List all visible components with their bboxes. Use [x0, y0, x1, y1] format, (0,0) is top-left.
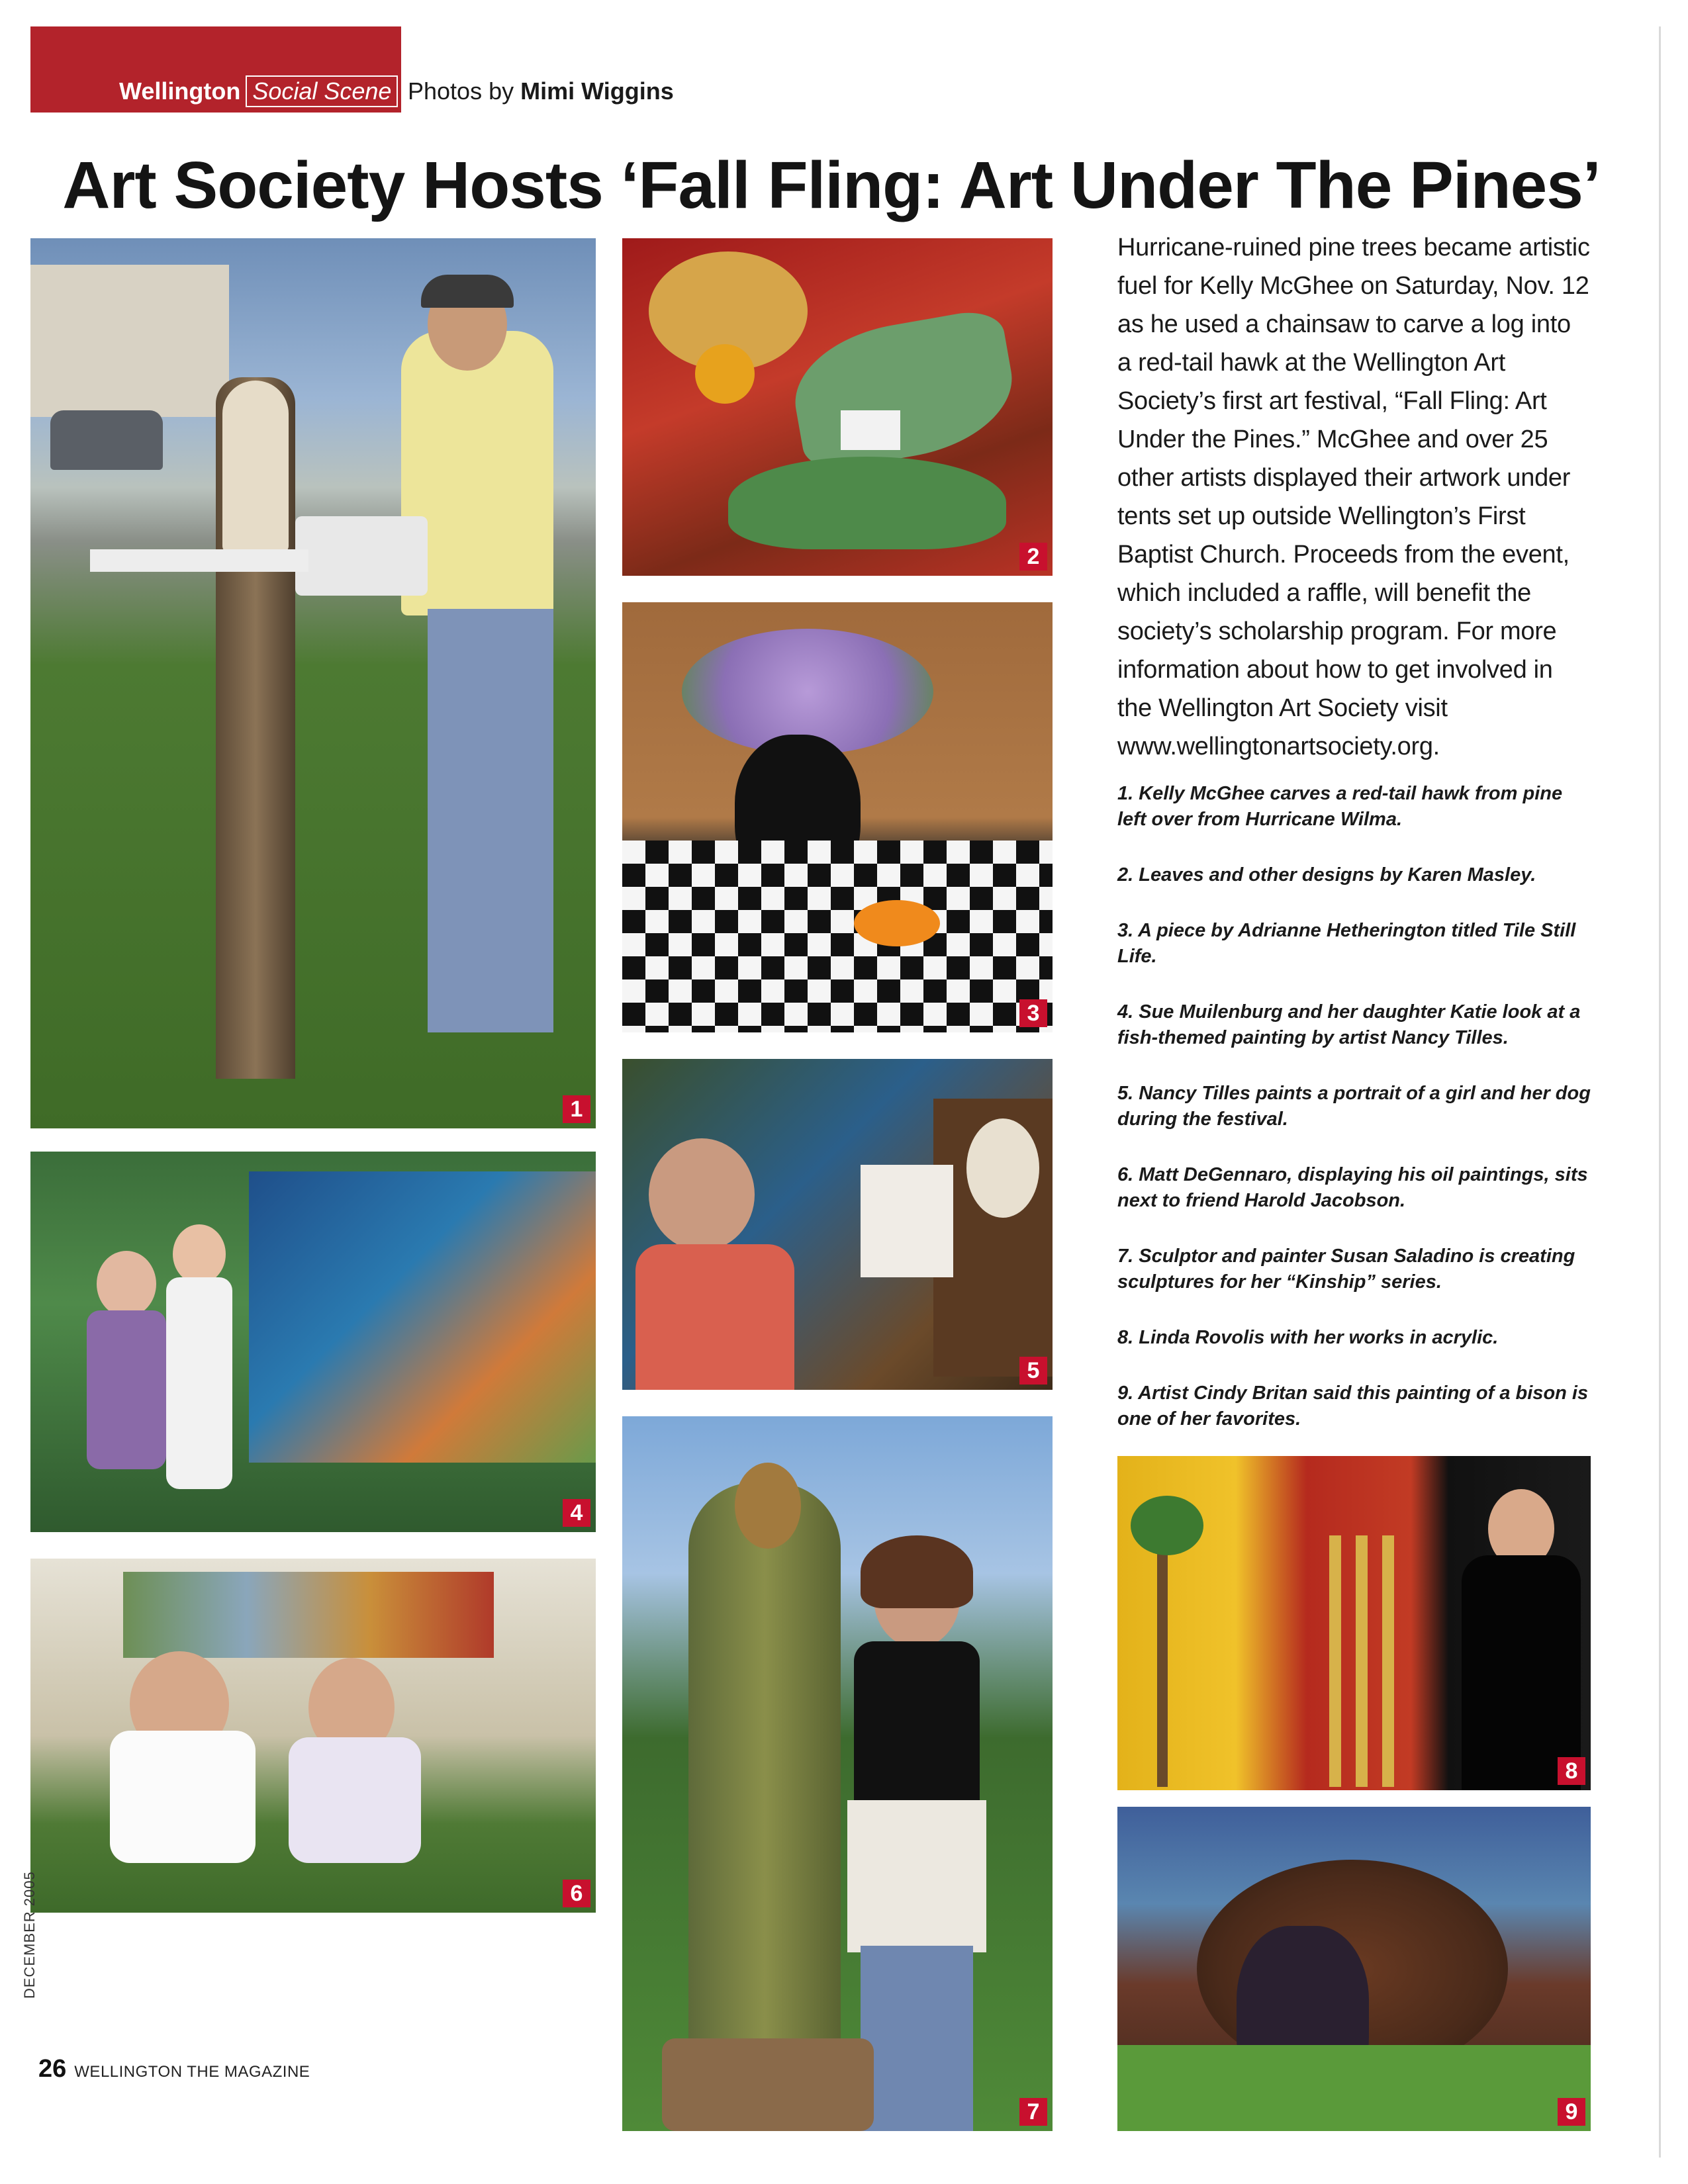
photo-credit-name: Mimi Wiggins [520, 77, 674, 105]
caption-1: 1. Kelly McGhee carves a red-tail hawk from pine left over from Hurricane Wilma. [1117, 783, 1563, 830]
photo-3-number: 3 [1019, 999, 1047, 1027]
magazine-name: WELLINGTON THE MAGAZINE [74, 2063, 310, 2081]
photo-2 [622, 238, 1053, 576]
page-number: 26 [38, 2055, 67, 2083]
caption-8: 8. Linda Rovolis with her works in acrylic. [1117, 1327, 1499, 1348]
caption-6: 6. Matt DeGennaro, displaying his oil paintings, sits next to friend Harold Jacobson. [1117, 1164, 1588, 1211]
article-intro: Hurricane-ruined pine trees became artistic fuel for Kelly McGhee on Saturday, Nov. 12 as he used a chainsaw to carve a log into a red-tail hawk at the Wellington Art Society’s first art festival, “Fall Fling: Art Under the Pines.” McGhee and over 25 other artists displayed their artwork under tents set up outside Wellington’s First Baptist Church. Proceeds from the event, which included a raffle, will benefit the society’s scholarship program. For more information about how to get involved in the Wellington Art Society visit www.wellingtonartsociety.org. [1117, 234, 1590, 760]
photo-3 [622, 602, 1053, 1032]
page-edge-rule [1659, 26, 1661, 2158]
caption-3: 3. A piece by Adrianne Hetherington titled Tile Still Life. [1117, 920, 1576, 967]
photo-2-number: 2 [1019, 543, 1047, 570]
photo-9-number: 9 [1558, 2098, 1585, 2126]
photo-5-number: 5 [1019, 1357, 1047, 1385]
photo-5 [622, 1059, 1053, 1390]
kicker-main: Wellington [119, 77, 241, 105]
caption-9: 9. Artist Cindy Britan said this painting of a bison is one of her favorites. [1117, 1383, 1589, 1430]
issue-date: DECEMBER 2005 [21, 1871, 38, 1999]
photo-1 [30, 238, 596, 1128]
photo-1-number: 1 [563, 1095, 590, 1123]
photo-8-number: 8 [1558, 1757, 1585, 1785]
photo-4-number: 4 [563, 1499, 590, 1527]
photo-credit [408, 74, 674, 109]
photo-credit-prefix: Photos by [408, 77, 514, 105]
photo-captions [1117, 781, 1591, 1462]
photo-4 [30, 1152, 596, 1532]
headline: Art Society Hosts ‘Fall Fling: Art Under The Pines’ [62, 148, 1601, 222]
photo-6 [30, 1559, 596, 1913]
caption-4: 4. Sue Muilenburg and her daughter Katie look at a fish-themed painting by artist Nancy Tilles. [1117, 1001, 1581, 1048]
photo-7 [622, 1416, 1053, 2131]
photo-6-number: 6 [563, 1880, 590, 1907]
caption-7: 7. Sculptor and painter Susan Saladino is creating sculptures for her “Kinship” series. [1117, 1246, 1575, 1293]
caption-5: 5. Nancy Tilles paints a portrait of a girl and her dog during the festival. [1117, 1083, 1591, 1130]
section-kicker [119, 74, 398, 109]
kicker-section: Social Scene [246, 75, 398, 107]
photo-7-number: 7 [1019, 2098, 1047, 2126]
caption-2: 2. Leaves and other designs by Karen Masley. [1117, 864, 1536, 886]
photo-9 [1117, 1807, 1591, 2131]
folio [38, 2055, 310, 2083]
photo-8 [1117, 1456, 1591, 1790]
